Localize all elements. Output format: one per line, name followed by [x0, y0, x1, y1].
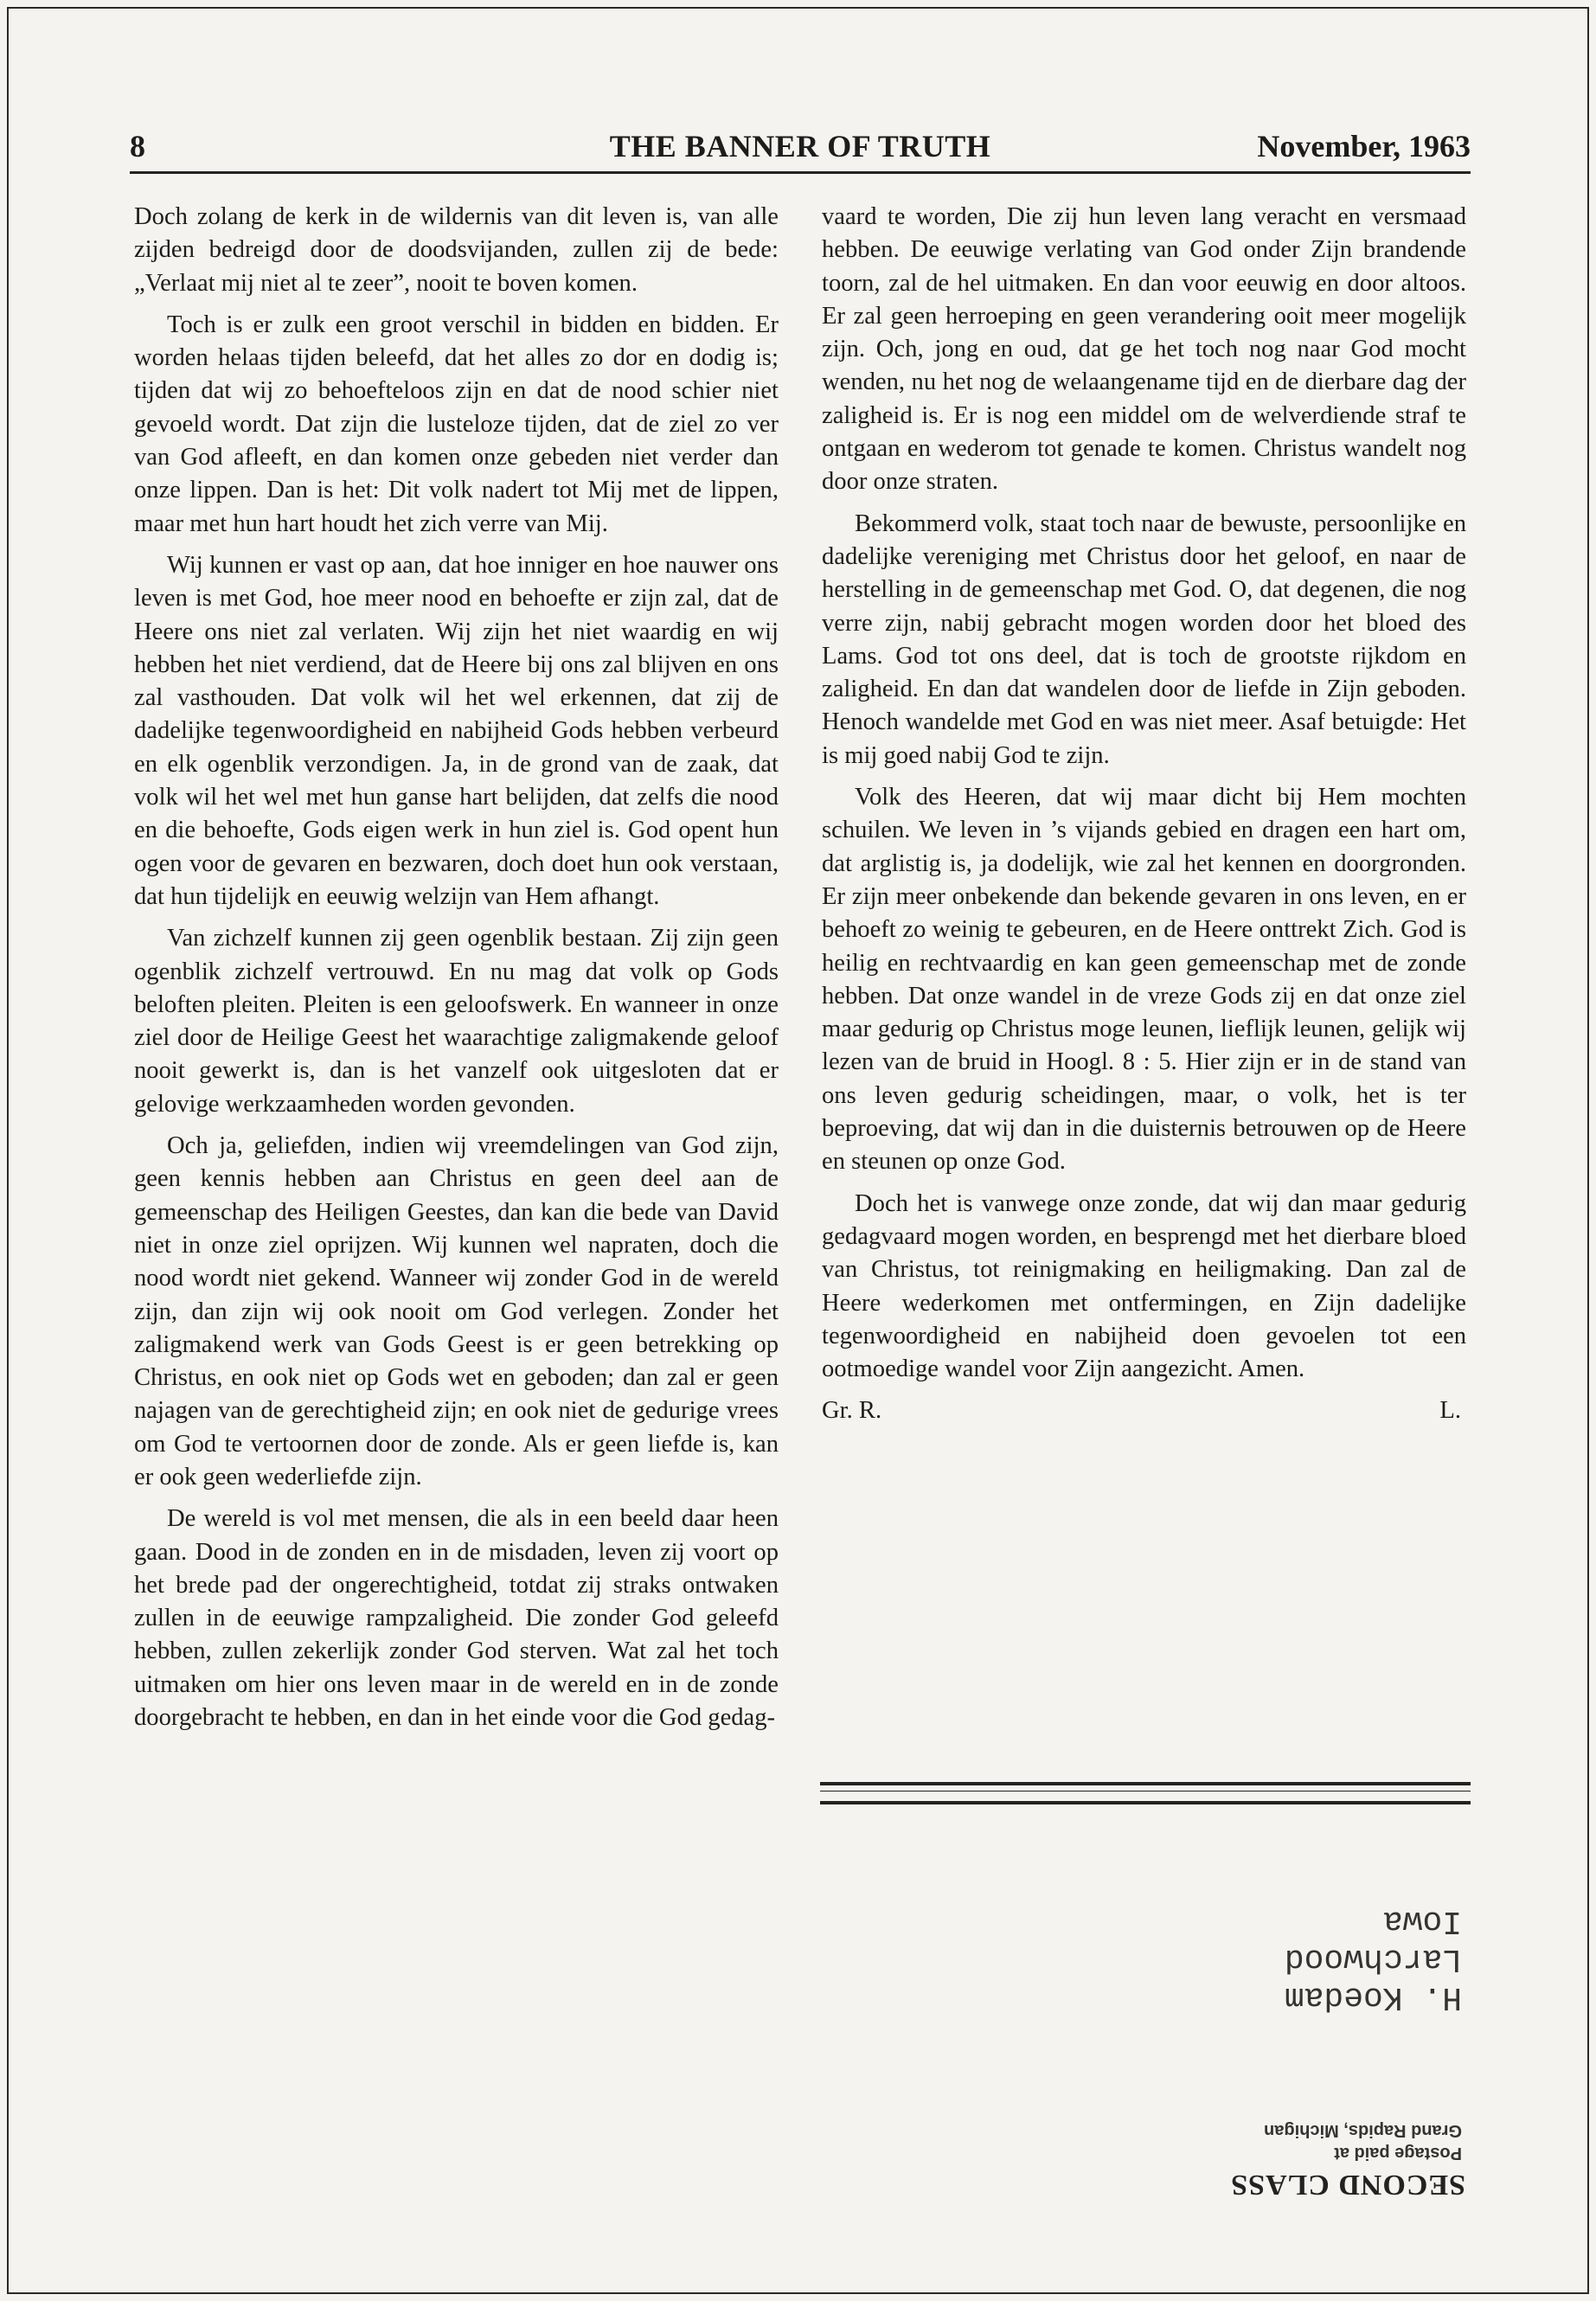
recipient-state: Iowa: [1382, 1902, 1462, 1939]
paragraph: Bekommerd volk, staat toch naar de bewuste, persoonlijke en dadelijke vereniging met Christus door het geloof, en naar de herstelling in de gemeenschap met God. O, dat degenen, die nog verre zijn, nabij gebracht mogen worden door het bloed des Lams. God tot ons deel, dat is toch de grootste rijkdom en zaligheid. En dan dat wandelen door de liefde in Zijn geboden. Henoch wandelde met God en was niet meer. Asaf betuigde: Het is mij goed nabij God te zijn.: [822, 510, 1466, 769]
double-rule-divider: [820, 1782, 1471, 1804]
paragraph: Volk des Heeren, dat wij maar dicht bij Hem mochten schuilen. We leven in ’s vijands gebied en dragen een hart om, dat arglistig is, ja dodelijk, wie zal het kennen en doorgronden. Er zijn meer onbekende dan bekende gevaren in ons leven, en er behoeft zo weinig te gebeuren, en de Heere onttrekt Zich. God is heilig en rechtvaardig en kan geen gemeenschap met de zonde hebben. Dat onze wandel in de vreze Gods zij en dat onze ziel maar gedurig op Christus moge leunen, lieflijk leunen, gelijk wij lezen van de bruid in Hoogl. 8 : 5. Hier zijn er in de stand van ons leven gedurig scheidingen, maar, o volk, het is ter beproeving, dat wij dan in die duisternis betrouwen op de Heere en steunen op onze God.: [822, 784, 1466, 1176]
page-number: 8: [130, 129, 145, 163]
postage-line: Postage paid at: [1334, 2144, 1462, 2163]
issue-date: November, 1963: [1257, 129, 1471, 163]
author-signature: [822, 1394, 1466, 1427]
paragraph: Doch het is vanwege onze zonde, dat wij dan maar gedurig gedagvaard mogen worden, en besprengd met het dierbare bloed van Christus, tot reinigmaking en heiligmaking. Dan zal de Heere wederkomen met ontfermingen, en Zijn dadelijke tegenwoordigheid en nabijheid doen gevoelen tot een ootmoedige wandel voor Zijn aangezicht. Amen.: [822, 1189, 1466, 1383]
mailing-address-stamp: [1176, 1860, 1471, 2206]
signature-initials-left: Gr. R.: [822, 1397, 882, 1425]
left-column: [134, 201, 779, 1743]
paragraph: vaard te worden, Die zij hun leven lang veracht en versmaad hebben. De eeuwige verlating van God onder Zijn brandende toorn, zal de hel uitmaken. En dan voor eeuwig en door altoos. Er zal geen herroeping en geen verandering ooit meer mogelijk zijn. Och, jong en oud, dat ge het toch nog naar God mocht wenden, nu het nog de welaangename tijd en de dierbare dag der zaligheid is. Er is nog een middel om de welverdiende straf te ontgaan en wederom tot genade te komen. Christus wandelt nog door onze straten.: [822, 203, 1466, 496]
right-column: [822, 201, 1466, 1428]
signature-initials-right: L.: [1439, 1397, 1461, 1425]
recipient-name: H. Koedam: [1284, 1978, 1462, 2016]
publication-title: THE BANNER OF TRUTH: [609, 129, 991, 163]
paragraph: De wereld is vol met mensen, die als in een beeld daar heen gaan. Dood in de zonden en in de misdaden, leven zij voort op het brede pad der ongerechtigheid, totdat zij straks ontwaken zullen in de eeuwige rampzaligheid. Die zonder God geleefd hebben, zullen zekerlijk zonder God sterven. Wat zal het toch uitmaken om hier ons leven maar in de wereld en in de zonde doorgebracht te hebben, en dan in het einde voor die God gedag-: [134, 1505, 779, 1732]
recipient-city: Larchwood: [1284, 1940, 1462, 1977]
paragraph: Wij kunnen er vast op aan, dat hoe inniger en hoe nauwer ons leven is met God, hoe meer nood en behoefte er zijn zal, dat de Heere ons niet zal verlaten. Wij zijn het niet waardig en wij hebben het niet verdiend, dat de Heere bij ons zal blijven en ons zal vasthouden. Dat volk wil het wel erkennen, dat zij de dadelijke tegenwoordigheid en nabijheid Gods hebben verbeurd en elk ogenblik verzondigen. Ja, in de grond van de zaak, dat volk wil het wel met hun ganse hart belijden, dat zelfs die nood en die behoefte, Gods eigen werk in hun ziel is. God opent hun ogen voor de gevaren en bezwaren, doch doet hun ook verstaan, dat hun tijdelijk en eeuwig welzijn van Hem afhangt.: [134, 551, 779, 910]
paragraph: Och ja, geliefden, indien wij vreemdelingen van God zijn, geen kennis hebben aan Christus en geen deel aan de gemeenschap des Heiligen Geestes, dan kan die bede van David niet in onze ziel oprijzen. Wij kunnen wel napraten, doch die nood wordt niet gekend. Wanneer wij zonder God in de wereld zijn, dan zijn wij ook nooit om God verlegen. Zonder het zaligmakend werk van Gods Geest is er geen betrekking op Christus, en ook niet op Gods wet en geboden; dan zal er geen najagen van de gerechtigheid zijn; en ook niet de gedurige vrees om God te vertoornen door de zonde. Als er geen liefde is, kan er ook geen wederliefde zijn.: [134, 1132, 779, 1490]
postage-location: Grand Rapids, Michigan: [1264, 2121, 1462, 2140]
paragraph: Van zichzelf kunnen zij geen ogenblik bestaan. Zij zijn geen ogenblik zichzelf vertrouwd. En nu mag dat volk op Gods beloften pleiten. Pleiten is een geloofswerk. En wanneer in onze ziel door de Heilige Geest het waarachtige zaligmakende geloof nooit gewerkt is, dan is het vanzelf ook uitgesloten dat er gelovige werkzaamheden worden gevonden.: [134, 925, 779, 1118]
mail-class: SECOND CLASS: [1230, 2169, 1465, 2201]
paragraph: Doch zolang de kerk in de wildernis van dit leven is, van alle zijden bedreigd door de doodsvijanden, zullen zij de bede: „Verlaat mij niet al te zeer”, nooit te boven komen.: [134, 203, 779, 297]
paragraph: Toch is er zulk een groot verschil in bidden en bidden. Er worden helaas tijden beleefd, dat het alles zo dor en dodig is; tijden dat wij zo behoefteloos zijn en dat de nood schier niet gevoeld wordt. Dat zijn die lusteloze tijden, dat de ziel zo ver van God afleeft, en dan komen onze gebeden niet verder dan onze lippen. Dan is het: Dit volk nadert tot Mij met de lippen, maar met hun hart houdt het zich verre van Mij.: [134, 311, 779, 537]
page-header: [130, 128, 1471, 174]
